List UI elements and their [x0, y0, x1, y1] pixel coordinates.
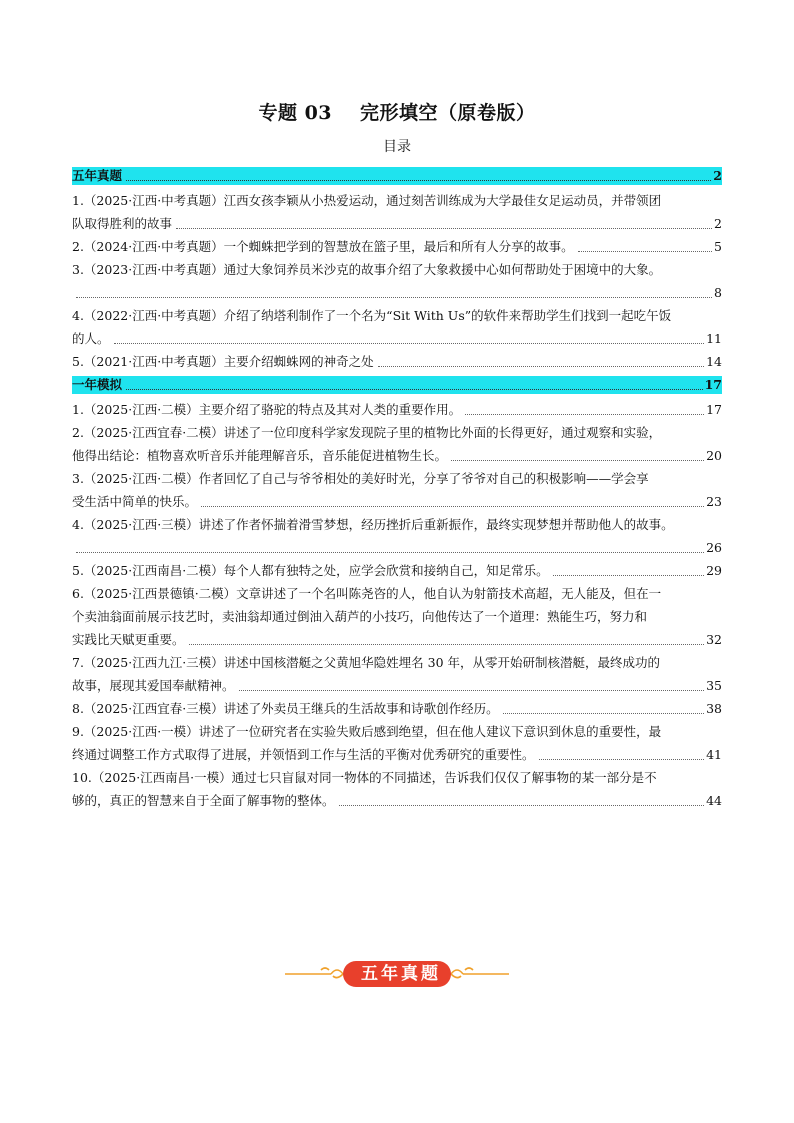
toc-entry-text: 受生活中简单的快乐。	[72, 494, 198, 509]
toc-entry[interactable]	[72, 582, 722, 651]
toc-entry-text: 够的，真正的智慧来自于全面了解事物的整体。	[72, 793, 335, 808]
leader-dots	[189, 644, 705, 645]
leader-dots	[378, 366, 704, 367]
toc-entry[interactable]	[72, 513, 722, 559]
toc-page-number: 11	[706, 331, 722, 346]
toc-page-number: 20	[706, 448, 722, 463]
leader-dots	[539, 759, 705, 760]
toc-entry-text: 队取得胜利的故事	[72, 216, 173, 231]
leader-dots	[451, 460, 704, 461]
toc-entry-text: 7.（2025·江西九江·三模）讲述中国核潜艇之父黄旭华隐姓埋名 30 年，从零开始研制核潜艇，最终成功的	[72, 655, 661, 670]
toc-entry[interactable]	[72, 350, 722, 373]
toc-entry-text: 2.（2025·江西宜春·二模）讲述了一位印度科学家发现院子里的植物比外面的长得更好，通过观察和实验，	[72, 425, 662, 440]
toc-page-number: 2	[714, 216, 722, 231]
toc-entry[interactable]	[72, 258, 722, 304]
toc-page-number: 35	[706, 678, 722, 693]
toc-entry[interactable]	[72, 697, 722, 720]
toc-page-number: 2	[713, 168, 722, 183]
leader-dots	[553, 575, 704, 576]
toc-entry-text: 3.（2023·江西·中考真题）通过大象饲养员米沙克的故事介绍了大象救援中心如何帮助处于困境中的大象。	[72, 262, 662, 277]
toc-entry-text: 1.（2025·江西·中考真题）江西女孩李颖从小热爱运动，通过刻苦训练成为大学最佳女足运动员，并带领团	[72, 193, 662, 208]
toc-entry[interactable]	[72, 235, 722, 258]
toc-section-section1[interactable]	[72, 167, 722, 185]
toc-section-label: 五年真题	[72, 168, 123, 183]
toc-entry-text: 6.（2025·江西景德镇·二模）文章讲述了一个名叫陈尧咨的人，他自认为射箭技术高超，无人能及，但在一	[72, 586, 662, 601]
toc-section-section2[interactable]	[72, 376, 722, 394]
toc-entry-text: 8.（2025·江西宜春·三模）讲述了外卖员王继兵的生活故事和诗歌创作经历。	[72, 701, 499, 716]
toc-entry-text: 4.（2025·江西·三模）讲述了作者怀揣着滑雪梦想，经历挫折后重新振作，最终实现梦想并帮助他人的故事。	[72, 517, 674, 532]
title-topic: 专题 03	[258, 102, 333, 124]
leader-dots	[465, 414, 704, 415]
leader-dots	[176, 228, 712, 229]
toc-entry[interactable]	[72, 304, 722, 350]
toc-entry[interactable]	[72, 720, 722, 766]
toc-entry-text: 他得出结论：植物喜欢听音乐并能理解音乐，音乐能促进植物生长。	[72, 448, 448, 463]
leader-dots	[578, 251, 712, 252]
toc-entry-text: 3.（2025·江西·二模）作者回忆了自己与爷爷相处的美好时光，分享了爷爷对自己的积极影响——学会享	[72, 471, 649, 486]
toc-entry-text: 故事，展现其爱国奉献精神。	[72, 678, 235, 693]
table-of-contents	[72, 164, 722, 812]
toc-page-number: 5	[714, 239, 722, 254]
toc-entry[interactable]	[72, 421, 722, 467]
section-banner	[0, 956, 794, 992]
toc-page-number: 8	[714, 285, 722, 300]
toc-entry[interactable]	[72, 559, 722, 582]
toc-page-number: 17	[704, 377, 722, 392]
toc-page-number: 32	[706, 632, 722, 647]
toc-entry-text: 10.（2025·江西南昌·一模）通过七只盲鼠对同一物体的不同描述，告诉我们仅仅了解事物的某一部分是不	[72, 770, 657, 785]
toc-page-number: 38	[706, 701, 722, 716]
banner-label: 五年真题	[361, 964, 441, 984]
leader-dots	[76, 552, 704, 553]
leader-dots	[503, 713, 704, 714]
toc-entry[interactable]	[72, 766, 722, 812]
toc-entry[interactable]	[72, 189, 722, 235]
toc-entry-text: 终通过调整工作方式取得了进展，并领悟到工作与生活的平衡对优秀研究的重要性。	[72, 747, 535, 762]
toc-page-number: 29	[706, 563, 722, 578]
leader-dots	[76, 297, 712, 298]
toc-entry-text: 5.（2025·江西南昌·二模）每个人都有独特之处，应学会欣赏和接纳自己，知足常乐。	[72, 563, 549, 578]
toc-page-number: 23	[706, 494, 722, 509]
toc-entry-text: 9.（2025·江西·一模）讲述了一位研究者在实验失败后感到绝望，但在他人建议下意识到休息的重要性，最	[72, 724, 662, 739]
title-name: 完形填空（原卷版）	[360, 102, 536, 124]
leader-dots	[114, 343, 705, 344]
toc-entry-text: 5.（2021·江西·中考真题）主要介绍蜘蛛网的神奇之处	[72, 354, 374, 369]
toc-section-label: 一年模拟	[72, 377, 123, 392]
toc-entry[interactable]	[72, 398, 722, 421]
page-title	[0, 98, 794, 125]
toc-entry-text: 个卖油翁面前展示技艺时，卖油翁却通过倒油入葫芦的小技巧，向他传达了一个道理：熟能生巧，努力和	[72, 609, 648, 624]
toc-entry[interactable]	[72, 467, 722, 513]
toc-page-number: 14	[706, 354, 722, 369]
leader-dots	[201, 506, 704, 507]
toc-page-number: 41	[706, 747, 722, 762]
toc-entry-text: 1.（2025·江西·二模）主要介绍了骆驼的特点及其对人类的重要作用。	[72, 402, 462, 417]
toc-entry-text: 实践比天赋更重要。	[72, 632, 185, 647]
toc-page-number: 26	[706, 540, 722, 555]
leader-dots	[126, 180, 711, 181]
toc-page-number: 44	[706, 793, 722, 808]
toc-entry-text: 的人。	[72, 331, 110, 346]
toc-page-number: 17	[706, 402, 722, 417]
toc-entry-text: 2.（2024·江西·中考真题）一个蜘蛛把学到的智慧放在篮子里，最后和所有人分享的故事。	[72, 239, 574, 254]
toc-heading: 目录	[383, 139, 411, 155]
leader-dots	[126, 389, 703, 390]
leader-dots	[339, 805, 705, 806]
toc-entry[interactable]	[72, 651, 722, 697]
leader-dots	[239, 690, 705, 691]
toc-entry-text: 4.（2022·江西·中考真题）介绍了纳塔利制作了一个名为“Sit With Us”的软件来帮助学生们找到一起吃午饭	[72, 308, 672, 323]
